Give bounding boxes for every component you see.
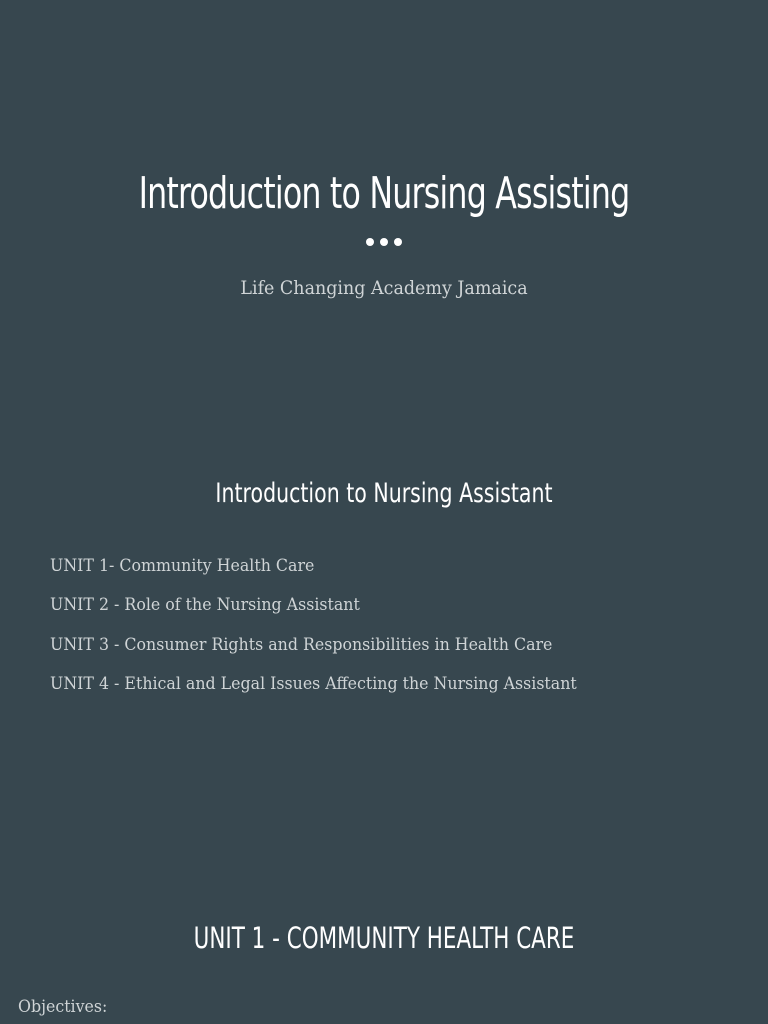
- title-divider-dots: [0, 238, 768, 246]
- divider-dot: [366, 238, 374, 246]
- unit-list-item: UNIT 2 - Role of the Nursing Assistant: [50, 595, 360, 616]
- unit-list: [50, 547, 616, 704]
- unit-1-heading: UNIT 1 - COMMUNITY HEALTH CARE: [193, 921, 575, 955]
- contents-heading: Introduction to Nursing Assistant: [215, 478, 553, 509]
- divider-dot: [380, 238, 388, 246]
- objectives-label: Objectives:: [18, 997, 108, 1017]
- unit-list-item: UNIT 1- Community Health Care: [50, 556, 315, 576]
- unit-list-item: UNIT 3 - Consumer Rights and Responsibilities in Health Care: [50, 634, 553, 655]
- divider-dot: [394, 238, 402, 246]
- unit-list-item: UNIT 4 - Ethical and Legal Issues Affecting the Nursing Assistant: [50, 673, 577, 694]
- document-title: Introduction to Nursing Assisting: [138, 168, 630, 219]
- document-subtitle: Life Changing Academy Jamaica: [240, 277, 528, 299]
